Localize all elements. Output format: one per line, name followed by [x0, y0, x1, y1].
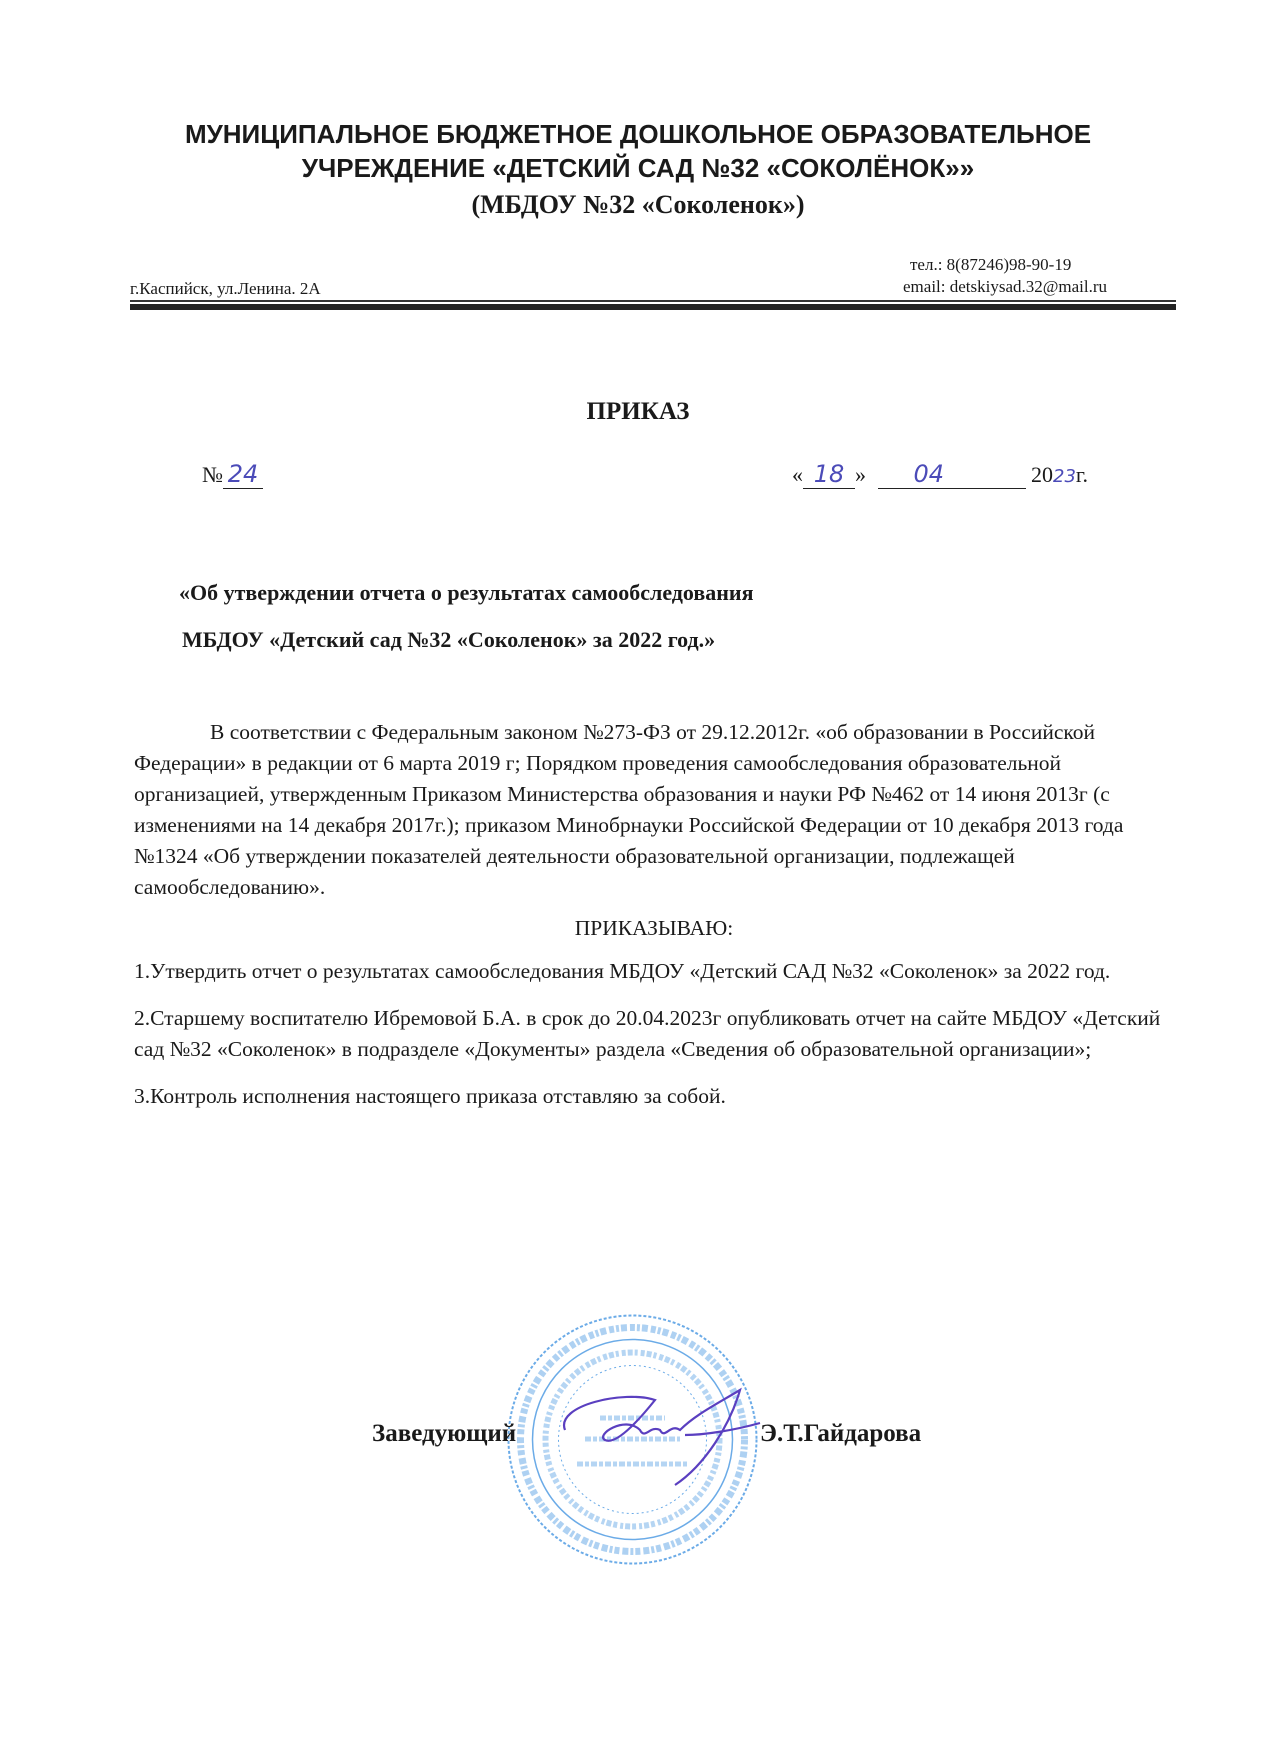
org-short-name: (МБДОУ №32 «Соколенок»)	[471, 190, 805, 219]
email: email: detskiysad.32@mail.ru	[903, 277, 1108, 296]
subject-line1: «Об утверждении отчета о результатах самообследования	[179, 580, 754, 605]
address: г.Каспийск, ул.Ленина. 2А	[130, 279, 321, 298]
document-body	[134, 717, 1174, 1112]
order-item: 2.Старшему воспитателю Ибремовой Б.А. в срок до 20.04.2023г опубликовать отчет на сайте МБДОУ «Детский сад №32 «Соколенок» в подразделе «Документы» раздела «Сведения об образовательной организации»;	[134, 1006, 1161, 1061]
order-item: 1.Утвердить отчет о результатах самообследования МБДОУ «Детский САД №32 «Соколенок» за 2022 год.	[134, 959, 1111, 983]
date-day: 18	[803, 460, 855, 489]
order-number	[202, 460, 263, 489]
order-number-value: 24	[223, 460, 263, 489]
order-word: ПРИКАЗЫВАЮ:	[574, 916, 734, 940]
org-name-line2: УЧРЕЖДЕНИЕ «ДЕТСКИЙ САД №32 «СОКОЛЁНОК»»	[301, 153, 975, 183]
header-rule-thick	[130, 304, 1176, 310]
document-title: ПРИКАЗ	[586, 398, 690, 425]
order-item: 3.Контроль исполнения настоящего приказа отставляю за собой.	[134, 1084, 726, 1108]
org-name-line1: МУНИЦИПАЛЬНОЕ БЮДЖЕТНОЕ ДОШКОЛЬНОЕ ОБРАЗОВАТЕЛЬНОЕ	[184, 119, 1092, 149]
quote-open: «	[792, 462, 803, 487]
year-prefix: 20	[1031, 462, 1053, 487]
year-end: г.	[1075, 462, 1088, 487]
preamble: В соответствии с Федеральным законом №273-ФЗ от 29.12.2012г. «об образовании в Российской Федерации» в редакции от 6 марта 2019 г; Порядком проведения самообследования образовательной организацией, утвержденным Приказом Министерства образования и науки РФ №462 от 14 июня 2013г (с изменениями на 14 декабря 2017г.); приказом Минобрнауки Российской Федерации от 10 декабря 2013 года №1324 «Об утверждении показателей деятельности образовательной организации, подлежащей самообследованию».	[134, 720, 1124, 899]
year-suffix: 23	[1053, 466, 1076, 487]
phone: тел.: 8(87246)98-90-19	[910, 255, 1072, 274]
quote-close: »	[855, 462, 866, 487]
handwritten-signature	[545, 1385, 775, 1505]
number-prefix: №	[202, 462, 223, 487]
subject-line2: МБДОУ «Детский сад №32 «Соколенок» за 2022 год.»	[182, 627, 716, 652]
order-date	[792, 460, 1088, 489]
signatory-position: Заведующий	[372, 1420, 517, 1447]
header-rule-thin	[130, 300, 1176, 302]
date-month: 04	[878, 460, 1026, 489]
signatory-name: Э.Т.Гайдарова	[760, 1420, 922, 1447]
